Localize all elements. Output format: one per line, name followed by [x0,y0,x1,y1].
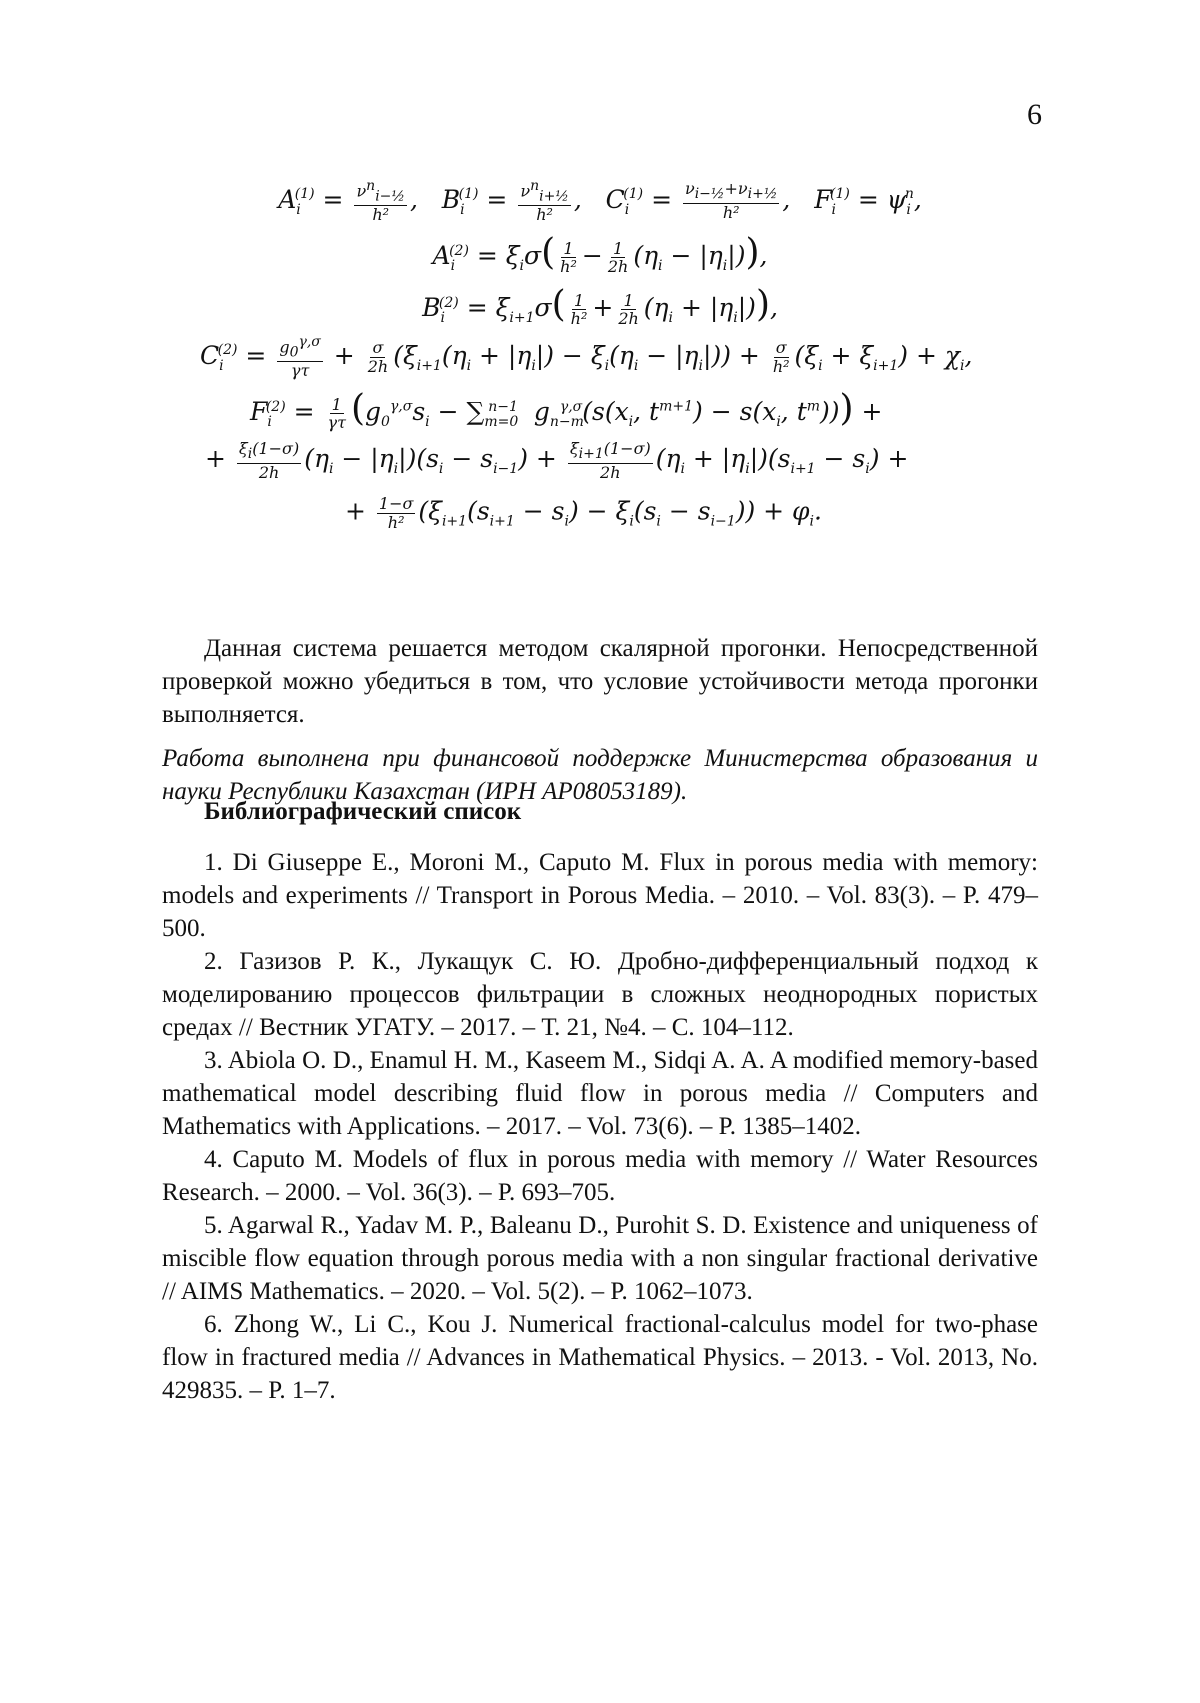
formula-text-5: Fi(2) = 1 γτ (g0γ,σsi − ∑m=0n−1 gn−mγ,σ(s(xi, tm+1) − s(xi, tm))) + [220,386,883,432]
formula-text-1: Ai(1) = νni−½ h² , Bi(1) = νni+½ h² , Ci(1) = νi−½+νi+½ h² , Fi(1) = ψin, [278,179,922,224]
formula-line-3 [160,279,1040,331]
formula-line-6 [160,435,1040,487]
formula-text-3: Bi(2) = ξi+1σ( 1 h² + 1 2h (ηi + |ηi|)), [422,282,778,328]
acknowledgement: Работа выполнена при финансовой поддержке Министерства образования и науки Республики Казахстан (ИРН AP08053189). [162,742,1038,808]
reference-item: 2. Газизов Р. К., Лукащук С. Ю. Дробно-дифференциальный подход к моделированию процессов фильтрации в сложных неоднородных пористых средах // Вестник УГАТУ. – 2017. – Т. 21, №4. – С. 104–112. [162,945,1038,1044]
reference-item: 4. Caputo M. Models of flux in porous media with memory // Water Resources Research. – 2000. – Vol. 36(3). – P. 693–705. [162,1143,1038,1209]
reference-item: 5. Agarwal R., Yadav M. P., Baleanu D., Purohit S. D. Existence and uniqueness of miscible flow equation through porous media with a non singular fractional derivative // AIMS Mathematics. – 2020. – Vol. 5(2). – P. 1062–1073. [162,1209,1038,1308]
formula-line-2 [160,227,1040,279]
reference-item: 6. Zhong W., Li C., Kou J. Numerical fractional-calculus model for two-phase flow in fractured media // Advances in Mathematical Physics. – 2013. - Vol. 2013, No. 429835. – P. 1–7. [162,1308,1038,1407]
formula-line-1 [160,175,1040,227]
formula-text-2: Ai(2) = ξiσ( 1 h² − 1 2h (ηi − |ηi|)), [433,230,768,276]
formula-text-4: Ci(2) = g0γ,σ γτ + σ 2h (ξi+1(ηi + |ηi|) − ξi(ηi − |ηi|)) + σ h² (ξi + ξi+1) + χi, [200,335,972,380]
page-number: 6 [1027,98,1042,132]
formula-line-4 [160,331,1040,383]
reference-item: 3. Abiola O. D., Enamul H. M., Kaseem M., Sidqi A. A. A modified memory-based mathematical model describing fluid flow in porous media // Computers and Mathematics with Applications. – 2017. – Vol. 73(6). – P. 1385–1402. [162,1044,1038,1143]
bibliography-list [162,846,1038,1407]
reference-item: 1. Di Giuseppe E., Moroni M., Caputo M. Flux in porous media with memory: models and experiments // Transport in Porous Media. – 2010. – Vol. 83(3). – P. 479–500. [162,846,1038,945]
body-paragraph: Данная система решается методом скалярной прогонки. Непосредственной проверкой можно убедиться в том, что условие устойчивости метода прогонки выполняется. [162,632,1038,731]
formula-text-6: + ξi(1−σ) 2h (ηi − |ηi|)(si − si−1) + ξi+1(1−σ) 2h (ηi + |ηi|)(si+1 − si) + [200,440,908,481]
formula-line-5 [160,383,1040,435]
bibliography-heading: Библиографический список [204,798,521,826]
formula-text-7: + 1−σ h² (ξi+1(si+1 − si) − ξi(si − si−1)) + φi. [345,495,822,531]
formula-line-7 [160,487,1040,539]
formula-block [160,175,1040,539]
